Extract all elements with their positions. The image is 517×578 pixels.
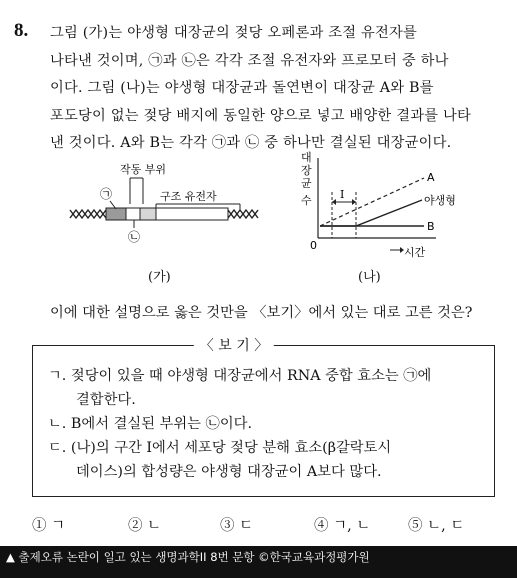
bogi-item: 결합한다. <box>76 392 136 408</box>
caption-bar <box>0 546 517 578</box>
gene-g-label: ㉠ <box>100 187 113 201</box>
gene-l-label: ㉡ <box>128 230 141 244</box>
choice-3[interactable]: ③ ㄷ <box>220 518 254 534</box>
question-stem <box>50 20 502 158</box>
stem-line: 낸 것이다. A와 B는 각각 ㉠과 ㉡ 중 하나만 결실된 대장균이다. <box>50 135 452 151</box>
bogi-item: 데이스)의 합성량은 야생형 대장균이 A보다 많다. <box>76 464 382 480</box>
operon-diagram <box>68 160 268 250</box>
operator-label: 작동 부위 <box>120 163 167 176</box>
choice-5[interactable]: ⑤ ㄴ, ㄷ <box>408 518 465 534</box>
figure-a-caption: (가) <box>148 270 171 285</box>
question-number: 8. <box>14 20 29 41</box>
stem-line: 포도당이 없는 젖당 배지에 동일한 양으로 넣고 배양한 결과를 나타 <box>50 107 471 124</box>
series-wildtype-label: 야생형 <box>424 194 456 207</box>
choice-1[interactable]: ① ㄱ <box>32 518 66 534</box>
structural-gene-label: 구조 유전자 <box>160 190 217 203</box>
interval-label: I <box>340 188 345 201</box>
series-a-label: A <box>427 171 435 184</box>
growth-graph <box>296 150 461 262</box>
y-axis-label-4: 수 <box>301 194 312 207</box>
bogi-item: ㄷ. (나)의 구간 Ⅰ에서 세포당 젖당 분해 효소(β갈락토시 <box>48 440 392 456</box>
choice-4[interactable]: ④ ㄱ, ㄴ <box>314 518 371 534</box>
bogi-item: ㄴ. B에서 결실된 부위는 ㉡이다. <box>48 416 252 432</box>
question-prompt: 이에 대한 설명으로 옳은 것만을 〈보기〉에서 있는 대로 고른 것은? <box>50 305 473 321</box>
x-axis-label: 시간 <box>404 246 426 259</box>
figure-b-caption: (나) <box>358 270 381 285</box>
y-axis-label-2: 장 <box>301 164 312 177</box>
stem-line: 그림 (가)는 야생형 대장균의 젖당 오페론과 조절 유전자를 <box>50 25 418 41</box>
caption-text: ▲ 출제오류 논란이 일고 있는 생명과학II 8번 문항 ©한국교육과정평가원 <box>6 550 370 564</box>
bogi-title: 〈 보 기 〉 <box>194 335 274 355</box>
series-b-label: B <box>427 220 435 233</box>
choice-2[interactable]: ② ㄴ <box>128 518 162 534</box>
y-axis-label-1: 대 <box>301 151 312 164</box>
stem-line: 나타낸 것이며, ㉠과 ㉡은 각각 조절 유전자와 프로모터 중 하나 <box>50 52 449 69</box>
stem-line: 이다. 그림 (나)는 야생형 대장균과 돌연변이 대장균 A와 B를 <box>50 80 434 96</box>
origin-label: 0 <box>310 239 317 252</box>
y-axis-label-3: 균 <box>301 177 312 190</box>
bogi-item: ㄱ. 젖당이 있을 때 야생형 대장균에서 RNA 중합 효소는 ㉠에 <box>48 368 432 384</box>
